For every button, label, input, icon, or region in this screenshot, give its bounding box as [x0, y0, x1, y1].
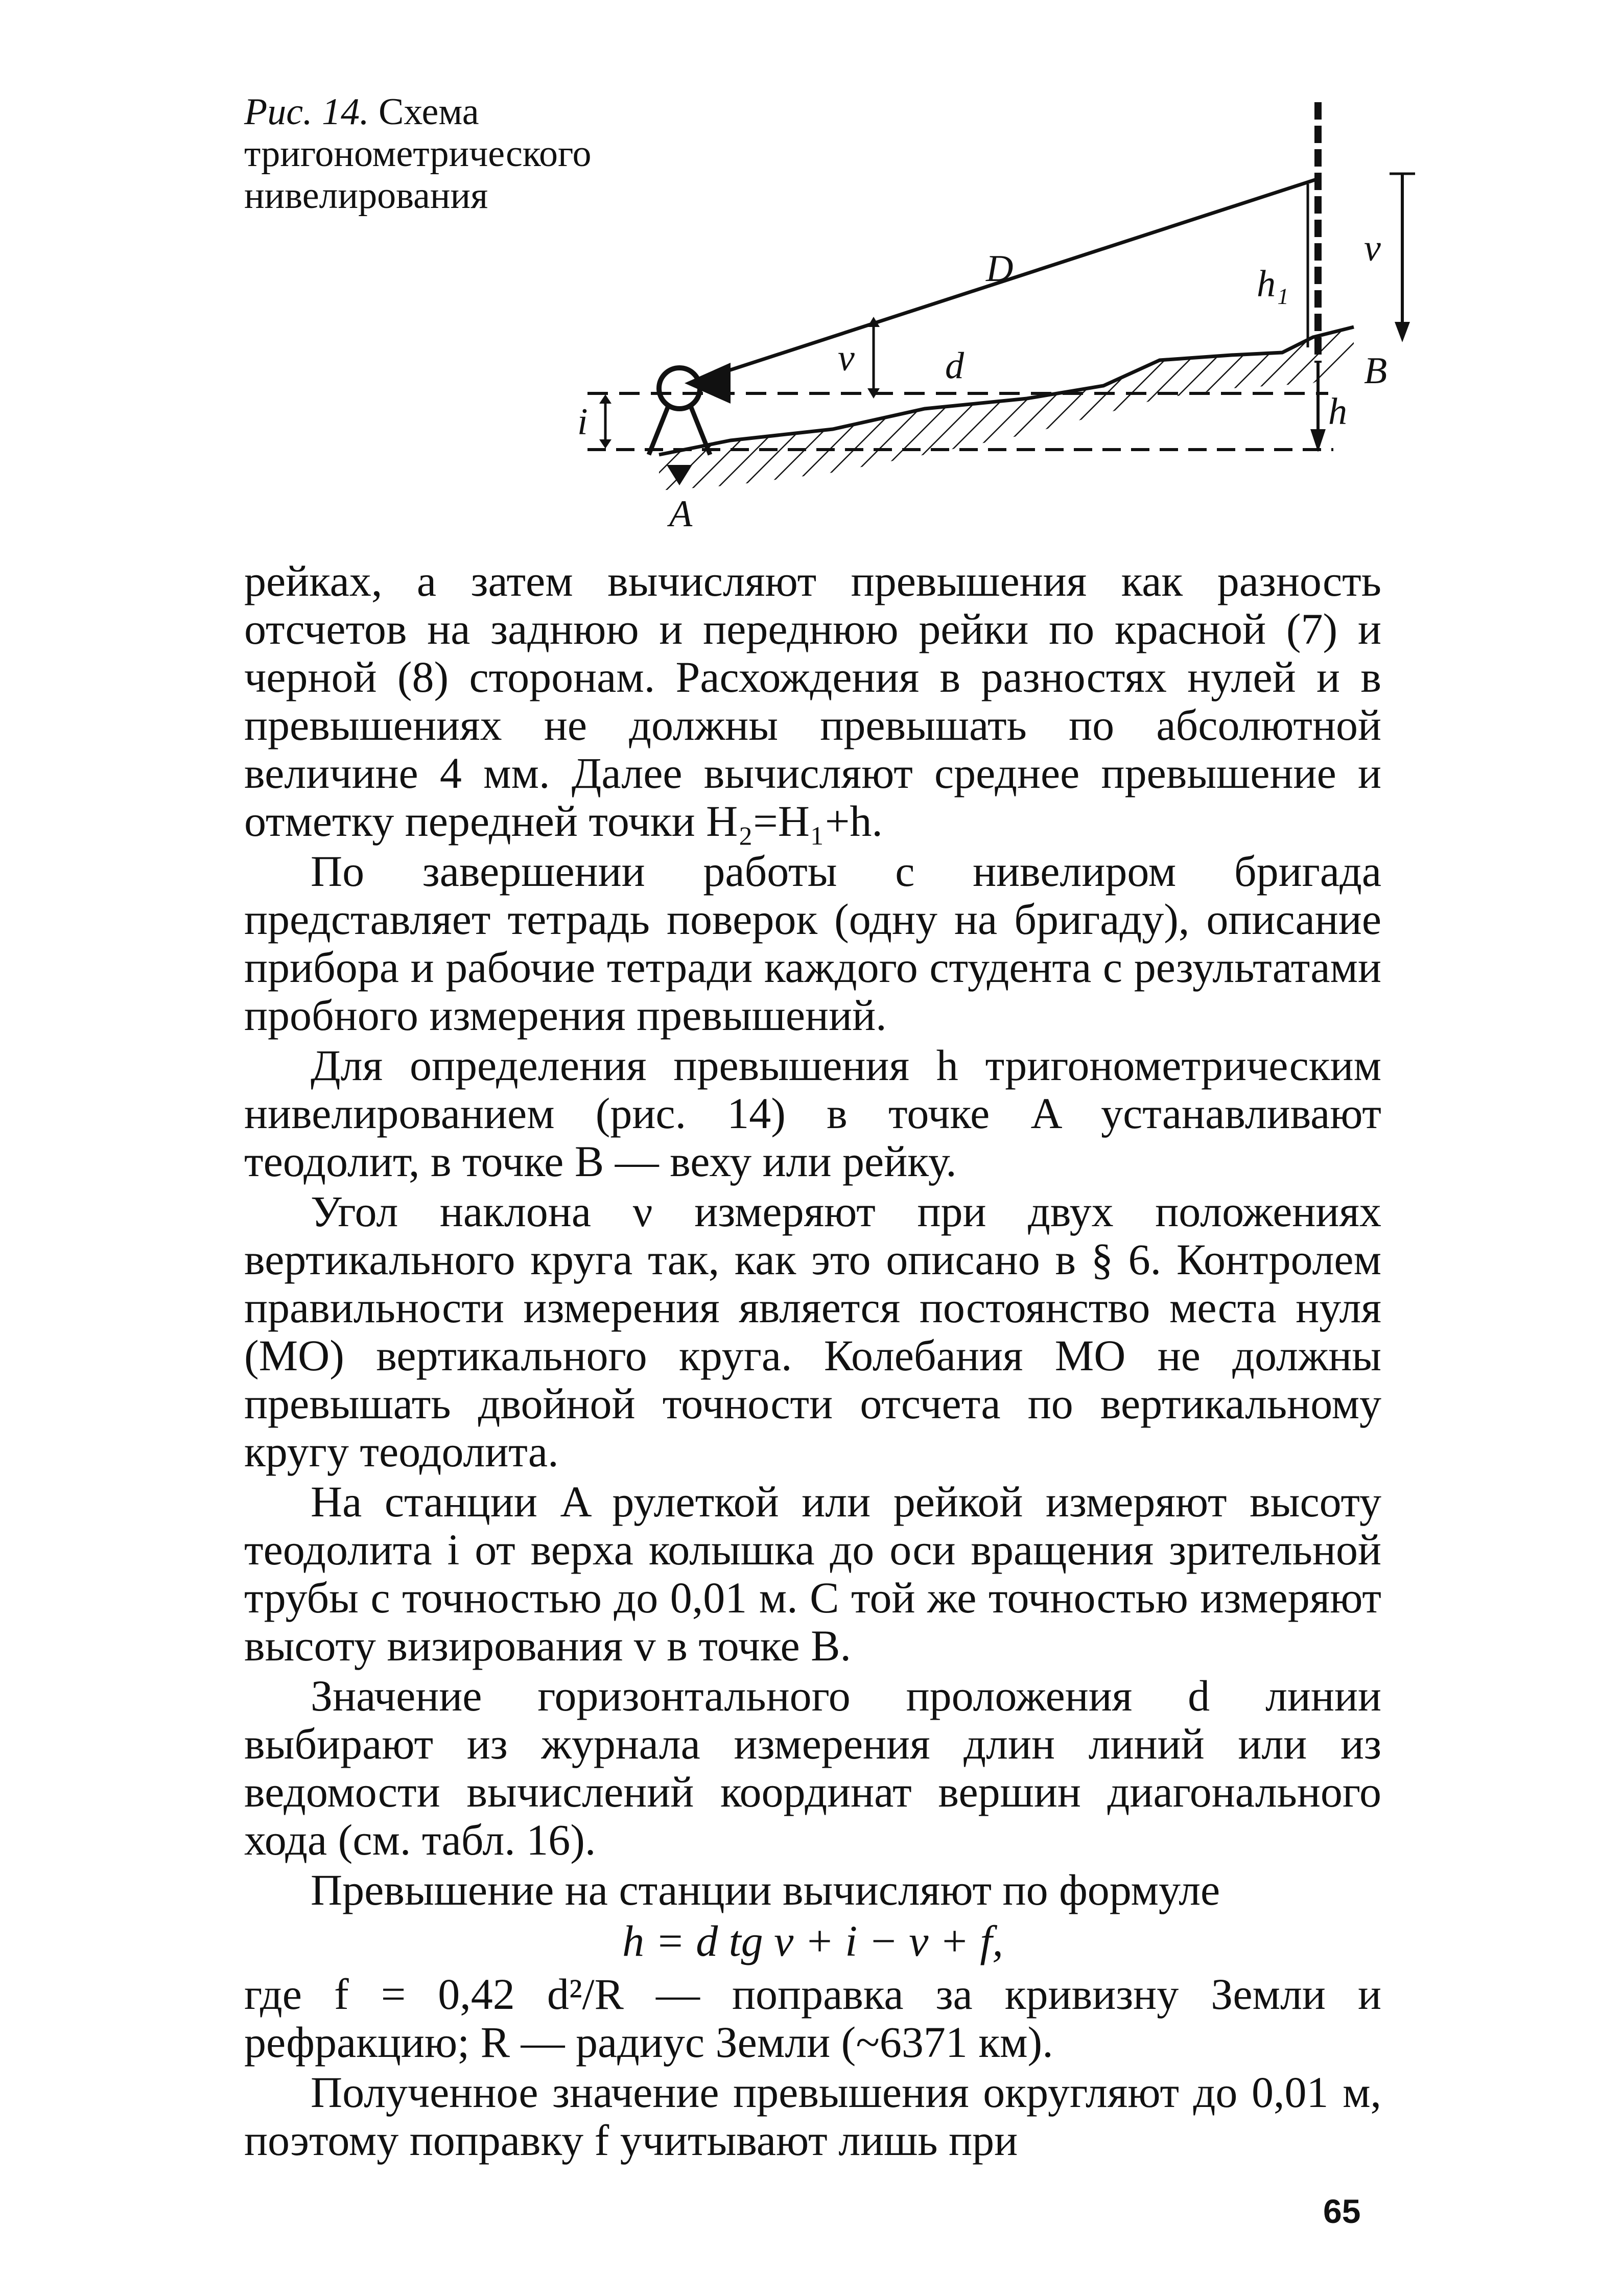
formula: h = d tg ν + i − v + f,: [622, 1916, 1003, 1965]
paragraph: Превышение на станции вычисляют по формуле: [311, 1865, 1220, 1914]
theodolite: [659, 368, 700, 409]
ground-hatching: [659, 327, 1354, 490]
paragraph: где f = 0,42 d²/R — поправка за кривизну Земли и рефракцию; R — радиус Земли (~6371 км).: [244, 1970, 1381, 2067]
paragraph: На станции A рулеткой или рейкой измеряют высоту теодолита i от верха колышка до оси вращения зрительной трубы с точностью до 0,01 м. С той же точностью измеряют высоту визирования v в точке B.: [244, 1477, 1381, 1670]
label-D: D: [986, 248, 1014, 290]
caption-text: Схема тригонометрического нивелирования: [244, 91, 592, 217]
paragraph: Значение горизонтального проложения d линии выбирают из журнала измерения длин линий или из ведомости вычислений координат вершин диагонального хода (см. табл. 16).: [244, 1671, 1381, 1864]
label-i: i: [577, 401, 588, 443]
paragraph: Полученное значение превышения округляют до 0,01 м, поэтому поправку f учитывают лишь при: [244, 2068, 1381, 2165]
caption-number: 14.: [322, 91, 369, 133]
caption-fig: Рис.: [244, 91, 313, 133]
page-number: 65: [1323, 2192, 1361, 2230]
label-A: A: [669, 493, 693, 535]
label-h1: h₁: [1257, 263, 1289, 305]
paragraph: Для определения превышения h тригонометрическим нивелированием (рис. 14) в точке A устанавливают теодолит, в точке B — веху или рейку.: [244, 1041, 1381, 1186]
paragraph: Угол наклона ν измеряют при двух положениях вертикального круга так, как это описано в § 6. Контролем правильности измерения является постоянство места нуля (МО) вертикального круга. Колебания МО не должны превышать двойной точности отсчета по вертикальному кругу теодолита.: [244, 1187, 1381, 1476]
label-v: v: [1364, 227, 1381, 269]
paragraph: По завершении работы с нивелиром бригада представляет тетрадь поверок (одну на бригаду), описание прибора и рабочие тетради каждого студента с результатами пробного измерения превышений.: [244, 847, 1381, 1040]
diagram-svg: [567, 97, 1415, 536]
label-nu: ν: [838, 337, 855, 379]
label-B: B: [1364, 350, 1387, 392]
label-h: h: [1328, 391, 1347, 433]
trig-leveling-diagram: [567, 97, 1415, 536]
paragraph: рейках, а затем вычисляют превышения как разность отсчетов на заднюю и переднюю рейки по красной (7) и черной (8) сторонам. Расхождения в разностях нулей и в превышениях не должны превышать по абсолютной величине 4 мм. Далее вычисляют среднее превышение и отметку передней точки H₂=H₁+h.: [244, 556, 1381, 846]
figure-caption: [244, 91, 592, 217]
main-text: [244, 557, 1381, 2166]
label-d: d: [945, 345, 964, 387]
